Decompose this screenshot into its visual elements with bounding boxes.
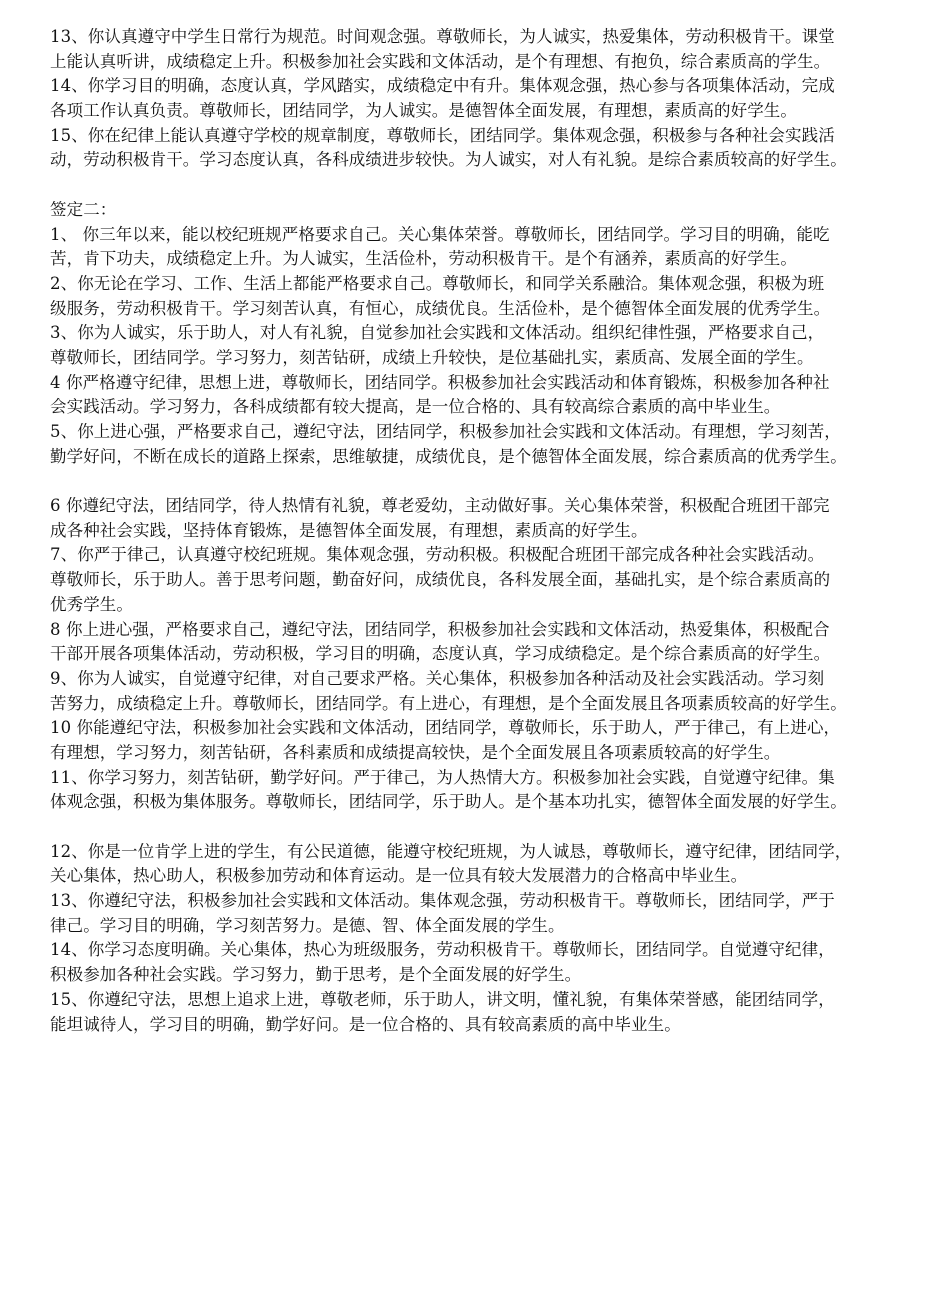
text-line: 上能认真听讲，成绩稳定上升。积极参加社会实践和文体活动，是个有理想、有抱负，综合素质高的学生。: [50, 51, 831, 71]
paragraph-gap: [50, 173, 915, 198]
comments-block-a: [50, 223, 915, 470]
text-line: 7、你严于律己，认真遵守校纪班规。集体观念强，劳动积极。积极配合班团干部完成各种社会实践活动。: [50, 545, 825, 565]
text-line: 4 你严格遵守纪律，思想上进，尊敬师长，团结同学。积极参加社会实践活动和体育锻炼，积极参加各种社: [50, 372, 830, 392]
text-line: 动，劳动积极肯干。学习态度认真，各科成绩进步较快。为人诚实，对人有礼貌。是综合素质较高的好学生。: [50, 150, 847, 170]
paragraph-gap: [50, 469, 915, 494]
text-line: 2、你无论在学习、工作、生活上都能严格要求自己。尊敬师长，和同学关系融洽。集体观念强，积极为班: [50, 273, 825, 293]
text-line: 13、你遵纪守法，积极参加社会实践和文体活动。集体观念强，劳动积极肯干。尊敬师长，团结同学，严于: [50, 891, 835, 911]
text-line: 12、你是一位肯学上进的学生，有公民道德，能遵守校纪班规，为人诚恳，尊敬师长，遵守纪律，团结同学，: [50, 841, 852, 861]
document-page: [50, 25, 915, 1037]
text-line: 优秀学生。: [50, 594, 133, 614]
text-line: 苦努力，成绩稳定上升。尊敬师长，团结同学。有上进心，有理想，是个全面发展且各项素质较高的好学生。: [50, 693, 847, 713]
text-line: 3、你为人诚实，乐于助人，对人有礼貌，自觉参加社会实践和文体活动。组织纪律性强，严格要求自己，: [50, 323, 825, 343]
text-line: 勤学好问，不断在成长的道路上探索，思维敏捷，成绩优良，是个德智体全面发展，综合素质高的优秀学生。: [50, 446, 847, 466]
text-line: 级服务，劳动积极肯干。学习刻苦认真，有恒心，成绩优良。生活俭朴，是个德智体全面发展的优秀学生。: [50, 298, 831, 318]
text-line: 各项工作认真负责。尊敬师长，团结同学，为人诚实。是德智体全面发展，有理想，素质高的好学生。: [50, 101, 797, 121]
text-line: 14、你学习态度明确。关心集体，热心为班级服务，劳动积极肯干。尊敬师长，团结同学。自觉遵守纪律，: [50, 940, 835, 960]
text-line: 体观念强，积极为集体服务。尊敬师长，团结同学，乐于助人。是个基本功扎实，德智体全面发展的好学生。: [50, 792, 847, 812]
text-line: 13、你认真遵守中学生日常行为规范。时间观念强。尊敬师长，为人诚实，热爱集体，劳动积极肯干。课堂: [50, 27, 835, 46]
text-line: 干部开展各项集体活动，劳动积极，学习目的明确，态度认真，学习成绩稳定。是个综合素质高的好学生。: [50, 644, 831, 664]
text-line: 会实践活动。学习努力，各科成绩都有较大提高，是一位合格的、具有较高综合素质的高中毕业生。: [50, 397, 781, 417]
text-line: 6 你遵纪守法，团结同学，待人热情有礼貌，尊老爱幼，主动做好事。关心集体荣誉，积极配合班团干部完: [50, 496, 830, 516]
text-line: 9、你为人诚实，自觉遵守纪律，对自己要求严格。关心集体，积极参加各种活动及社会实践活动。学习刻: [50, 668, 825, 688]
text-line: 15、你在纪律上能认真遵守学校的规章制度，尊敬师长，团结同学。集体观念强，积极参与各种社会实践活: [50, 125, 835, 145]
text-line: 有理想，学习努力，刻苦钻研，各科素质和成绩提高较快，是个全面发展且各项素质较高的好学生。: [50, 742, 781, 762]
text-line: 成各种社会实践，坚持体育锻炼，是德智体全面发展，有理想，素质高的好学生。: [50, 520, 648, 540]
text-line: 14、你学习目的明确，态度认真，学风踏实，成绩稳定中有升。集体观念强，热心参与各项集体活动，完成: [50, 76, 835, 96]
text-line: 关心集体，热心助人，积极参加劳动和体育运动。是一位具有较大发展潜力的合格高中毕业生。: [50, 866, 748, 886]
comments-block-c: [50, 840, 915, 1038]
text-line: 尊敬师长，乐于助人。善于思考问题，勤奋好问，成绩优良，各科发展全面，基础扎实，是个综合素质高的: [50, 570, 831, 590]
text-line: 10 你能遵纪守法，积极参加社会实践和文体活动，团结同学，尊敬师长，乐于助人，严于律己，有上进心，: [50, 718, 841, 738]
text-line: 积极参加各种社会实践。学习努力，勤于思考，是个全面发展的好学生。: [50, 965, 582, 985]
section-two-title: 签定二：: [50, 199, 117, 219]
text-line: 苦，肯下功夫，成绩稳定上升。为人诚实，生活俭朴，劳动积极肯干。是个有涵养，素质高的好学生。: [50, 249, 797, 269]
text-line: 11、你学习努力，刻苦钻研，勤学好问。严于律己，为人热情大方。积极参加社会实践，自觉遵守纪律。集: [50, 767, 835, 787]
section-one-tail: [50, 25, 915, 173]
text-line: 尊敬师长，团结同学。学习努力，刻苦钻研，成绩上升较快，是位基础扎实，素质高、发展全面的学生。: [50, 347, 814, 367]
text-line: 15、你遵纪守法，思想上追求上进，尊敬老师，乐于助人，讲文明，懂礼貌，有集体荣誉感，能团结同学，: [50, 989, 835, 1009]
paragraph-gap: [50, 815, 915, 840]
text-line: 8 你上进心强，严格要求自己，遵纪守法，团结同学，积极参加社会实践和文体活动，热爱集体，积极配合: [50, 619, 830, 639]
comments-block-b: [50, 494, 915, 815]
text-line: 律己。学习目的明确，学习刻苦努力。是德、智、体全面发展的学生。: [50, 915, 565, 935]
text-line: 5、你上进心强，严格要求自己，遵纪守法，团结同学，积极参加社会实践和文体活动。有理想，学习刻苦，: [50, 422, 841, 441]
text-line: 能坦诚待人，学习目的明确，勤学好问。是一位合格的、具有较高素质的高中毕业生。: [50, 1014, 681, 1034]
text-line: 1、 你三年以来，能以校纪班规严格要求自己。关心集体荣誉。尊敬师长，团结同学。学习目的明确，能吃: [50, 224, 830, 244]
